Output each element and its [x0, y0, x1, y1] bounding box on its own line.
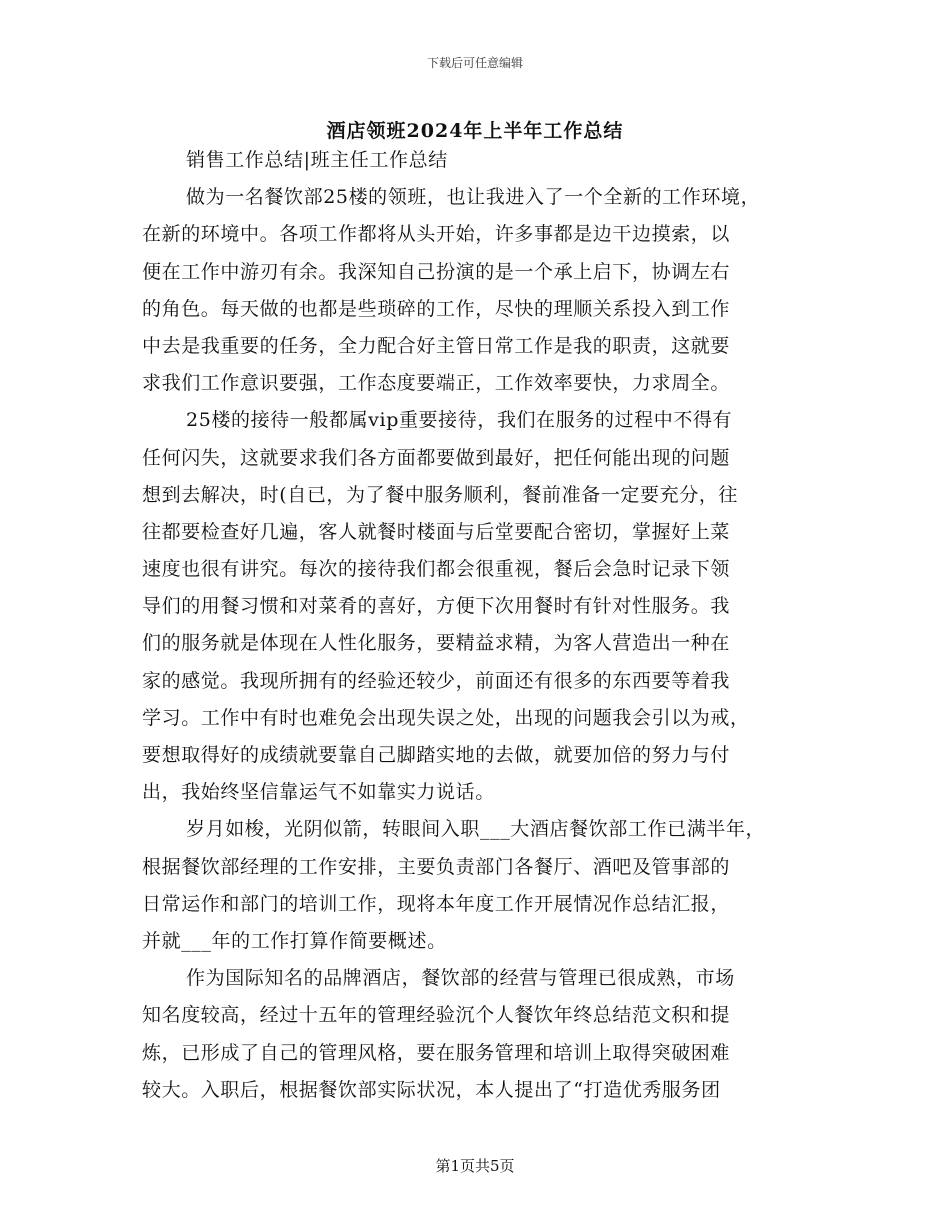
page-number-footer: 第1页共5页 — [435, 1157, 515, 1175]
body-line: 家的感觉。我现所拥有的经验还较少，前面还有很多的东西要等着我 — [142, 669, 731, 692]
body-line: 销售工作总结|班主任工作总结 — [186, 149, 448, 171]
body-line: 往都要检查好几遍，客人就餐时楼面与后堂要配合密切，掌握好上菜 — [142, 520, 731, 543]
body-line: 知名度较高，经过十五年的管理经验沉个人餐饮年终总结范文积和提 — [142, 1004, 731, 1027]
body-line: 中去是我重要的任务，全力配合好主管日常工作是我的职责，这就要 — [142, 334, 731, 357]
body-line: 在新的环境中。各项工作都将从头开始，许多事都是边干边摸索，以 — [142, 223, 731, 246]
body-line: 岁月如梭，光阴似箭，转眼间入职___大酒店餐饮部工作已满半年， — [186, 818, 766, 841]
body-line: 求我们工作意识要强，工作态度要端正，工作效率要快，力求周全。 — [142, 372, 731, 395]
body-line: 想到去解决，时(自已，为了餐中服务顺利，餐前准备一定要充分，往 — [142, 483, 739, 506]
body-line: 要想取得好的成绩就要靠自己脚踏实地的去做，就要加倍的努力与付 — [142, 744, 731, 766]
body-line: 作为国际知名的品牌酒店，餐饮部的经营与管理已很成熟，市场 — [186, 967, 735, 990]
body-line: 出，我始终坚信靠运气不如靠实力说话。 — [142, 781, 495, 804]
body-line: 炼，已形成了自己的管理风格，要在服务管理和培训上取得突破困难 — [142, 1041, 731, 1064]
body-line: 较大。入职后，根据餐饮部实际状况，本人提出了“打造优秀服务团 — [142, 1078, 721, 1101]
body-line: 25楼的接待一般都属vip重要接待，我们在服务的过程中不得有 — [186, 409, 733, 432]
body-line: 做为一名餐饮部25楼的领班，也让我进入了一个全新的工作环境， — [186, 186, 761, 209]
page-header: 下载后可任意编辑 — [426, 56, 523, 70]
body-line: 根据餐饮部经理的工作安排，主要负责部门各餐厅、酒吧及管事部的 — [142, 855, 731, 878]
body-line: 的角色。每天做的也都是些琐碎的工作，尽快的理顺关系投入到工作 — [142, 297, 731, 320]
body-line: 导们的用餐习惯和对菜肴的喜好，方便下次用餐时有针对性服务。我 — [142, 595, 731, 618]
body-line: 日常运作和部门的培训工作，现将本年度工作开展情况作总结汇报， — [142, 892, 731, 915]
body-line: 便在工作中游刃有余。我深知自己扮演的是一个承上启下，协调左右 — [142, 260, 731, 283]
body-line: 学习。工作中有时也难免会出现失误之处，出现的问题我会引以为戒， — [142, 706, 750, 729]
document-body — [142, 142, 832, 1109]
body-line: 任何闪失，这就要求我们各方面都要做到最好，把任何能出现的问题 — [142, 446, 731, 469]
body-line: 速度也很有讲究。每次的接待我们都会很重视，餐后会急时记录下领 — [142, 558, 731, 581]
body-line: 们的服务就是体现在人性化服务，要精益求精，为客人营造出一种在 — [142, 632, 731, 655]
body-line: 并就___年的工作打算作简要概述。 — [142, 929, 447, 952]
document-title: 酒店领班2024年上半年工作总结 — [326, 120, 624, 142]
